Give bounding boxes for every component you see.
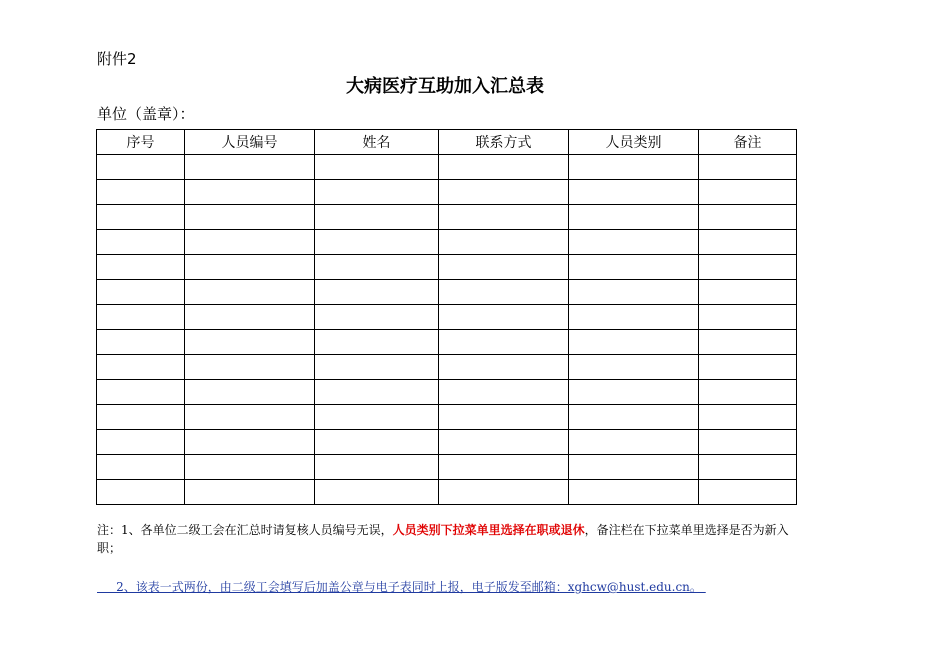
unit-stamp-label: 单位（盖章）： bbox=[97, 105, 195, 123]
table-cell[interactable] bbox=[315, 455, 439, 480]
table-cell[interactable] bbox=[569, 205, 699, 230]
table-cell[interactable] bbox=[315, 255, 439, 280]
table-cell[interactable] bbox=[97, 155, 185, 180]
table-cell[interactable] bbox=[97, 355, 185, 380]
table-cell[interactable] bbox=[439, 305, 569, 330]
table-cell[interactable] bbox=[97, 405, 185, 430]
table-cell[interactable] bbox=[569, 330, 699, 355]
header-remarks: 备注 bbox=[699, 130, 797, 155]
table-cell[interactable] bbox=[699, 330, 797, 355]
table-cell[interactable] bbox=[439, 405, 569, 430]
table-cell[interactable] bbox=[97, 205, 185, 230]
table-cell[interactable] bbox=[699, 280, 797, 305]
table-cell[interactable] bbox=[315, 305, 439, 330]
table-cell[interactable] bbox=[97, 480, 185, 505]
table-header-row bbox=[97, 130, 797, 155]
header-serial-number: 序号 bbox=[97, 130, 185, 155]
table-cell[interactable] bbox=[185, 355, 315, 380]
header-contact: 联系方式 bbox=[439, 130, 569, 155]
table-cell[interactable] bbox=[315, 155, 439, 180]
table-cell[interactable] bbox=[97, 305, 185, 330]
table-cell[interactable] bbox=[185, 330, 315, 355]
table-cell[interactable] bbox=[569, 405, 699, 430]
table-cell[interactable] bbox=[569, 455, 699, 480]
table-cell[interactable] bbox=[315, 405, 439, 430]
header-staff-category: 人员类别 bbox=[569, 130, 699, 155]
table-row bbox=[97, 230, 797, 255]
note-1-prefix: 注：1、各单位二级工会在汇总时请复核人员编号无误， bbox=[97, 523, 393, 537]
table-cell[interactable] bbox=[439, 430, 569, 455]
table-row bbox=[97, 480, 797, 505]
table-cell[interactable] bbox=[569, 155, 699, 180]
table-cell[interactable] bbox=[699, 405, 797, 430]
table-cell[interactable] bbox=[699, 430, 797, 455]
table-cell[interactable] bbox=[699, 480, 797, 505]
table-cell[interactable] bbox=[185, 455, 315, 480]
table-cell[interactable] bbox=[185, 205, 315, 230]
table-cell[interactable] bbox=[315, 330, 439, 355]
table-cell[interactable] bbox=[569, 280, 699, 305]
note-1-highlight: 人员类别下拉菜单里选择在职或退休 bbox=[392, 523, 585, 537]
table-cell[interactable] bbox=[315, 430, 439, 455]
table-cell[interactable] bbox=[569, 255, 699, 280]
table-cell[interactable] bbox=[185, 480, 315, 505]
table-cell[interactable] bbox=[185, 280, 315, 305]
table-row bbox=[97, 380, 797, 405]
table-cell[interactable] bbox=[569, 355, 699, 380]
table-row bbox=[97, 280, 797, 305]
table-cell[interactable] bbox=[315, 380, 439, 405]
table-cell[interactable] bbox=[439, 455, 569, 480]
table-cell[interactable] bbox=[439, 205, 569, 230]
table-cell[interactable] bbox=[569, 430, 699, 455]
table-cell[interactable] bbox=[97, 230, 185, 255]
note-2-link[interactable]: 2、该表一式两份，由二级工会填写后加盖公章与电子表同时上报，电子版发至邮箱：xghcw@hust.edu.cn。 bbox=[97, 580, 706, 594]
table-row bbox=[97, 455, 797, 480]
table-cell[interactable] bbox=[699, 355, 797, 380]
table-cell[interactable] bbox=[185, 230, 315, 255]
table-cell[interactable] bbox=[97, 455, 185, 480]
table-cell[interactable] bbox=[439, 280, 569, 305]
table-cell[interactable] bbox=[569, 380, 699, 405]
table-cell[interactable] bbox=[699, 455, 797, 480]
table-cell[interactable] bbox=[439, 180, 569, 205]
table-cell[interactable] bbox=[185, 430, 315, 455]
table-cell[interactable] bbox=[699, 155, 797, 180]
table-cell[interactable] bbox=[699, 305, 797, 330]
table-cell[interactable] bbox=[315, 180, 439, 205]
table-cell[interactable] bbox=[699, 230, 797, 255]
table-cell[interactable] bbox=[569, 480, 699, 505]
table-row bbox=[97, 155, 797, 180]
table-cell[interactable] bbox=[97, 255, 185, 280]
attachment-label: 附件2 bbox=[97, 50, 137, 68]
table-row bbox=[97, 405, 797, 430]
table-cell[interactable] bbox=[439, 330, 569, 355]
summary-table bbox=[96, 129, 797, 505]
table-row bbox=[97, 330, 797, 355]
table-cell[interactable] bbox=[569, 305, 699, 330]
table-cell[interactable] bbox=[185, 255, 315, 280]
table-row bbox=[97, 180, 797, 205]
table-cell[interactable] bbox=[439, 355, 569, 380]
table-cell[interactable] bbox=[185, 180, 315, 205]
table-cell[interactable] bbox=[185, 405, 315, 430]
table-cell[interactable] bbox=[569, 180, 699, 205]
table-cell[interactable] bbox=[439, 230, 569, 255]
table-body bbox=[97, 155, 797, 505]
table-row bbox=[97, 255, 797, 280]
table-cell[interactable] bbox=[699, 205, 797, 230]
table-cell[interactable] bbox=[315, 230, 439, 255]
header-staff-id: 人员编号 bbox=[185, 130, 315, 155]
table-cell[interactable] bbox=[569, 230, 699, 255]
table-cell[interactable] bbox=[97, 180, 185, 205]
header-name: 姓名 bbox=[315, 130, 439, 155]
table-cell[interactable] bbox=[699, 180, 797, 205]
table-cell[interactable] bbox=[699, 380, 797, 405]
table-cell[interactable] bbox=[439, 155, 569, 180]
table-cell[interactable] bbox=[185, 380, 315, 405]
table-cell[interactable] bbox=[439, 380, 569, 405]
table-cell[interactable] bbox=[315, 355, 439, 380]
table-row bbox=[97, 430, 797, 455]
table-cell[interactable] bbox=[315, 205, 439, 230]
table-cell[interactable] bbox=[699, 255, 797, 280]
table-cell[interactable] bbox=[97, 280, 185, 305]
note-1 bbox=[97, 521, 797, 557]
table-cell[interactable] bbox=[185, 155, 315, 180]
table-cell[interactable] bbox=[97, 330, 185, 355]
table-row bbox=[97, 355, 797, 380]
table-cell[interactable] bbox=[97, 380, 185, 405]
table-row bbox=[97, 305, 797, 330]
table-cell[interactable] bbox=[315, 280, 439, 305]
table-cell[interactable] bbox=[439, 255, 569, 280]
table-cell[interactable] bbox=[315, 480, 439, 505]
page-title: 大病医疗互助加入汇总表 bbox=[346, 76, 544, 97]
table-row bbox=[97, 205, 797, 230]
table-cell[interactable] bbox=[97, 430, 185, 455]
note-1-suffix: ，备注栏在下拉菜单里选择是否为新入职； bbox=[97, 523, 789, 555]
table-cell[interactable] bbox=[439, 480, 569, 505]
table-cell[interactable] bbox=[185, 305, 315, 330]
